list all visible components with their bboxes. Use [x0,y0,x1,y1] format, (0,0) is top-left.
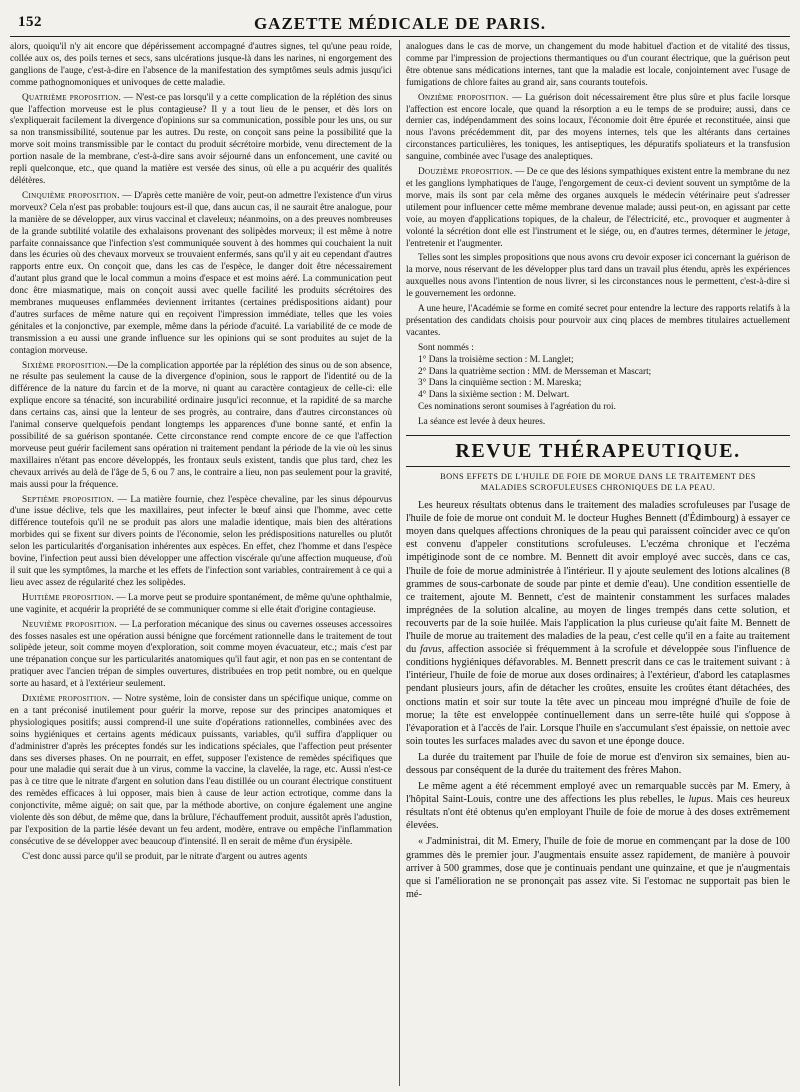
article-paragraph: Le même agent a été récemment employé avec un remarquable succès par M. Emery, à l'hôpital Saint-Louis, contre une des affections les plus rebelles, le lupus. Mais ces heureux résultats n'ont été obtenus qu'en employant l'huile de foie de morue à des doses extrêmement élevées. [406,781,790,832]
page-header [10,12,790,37]
page-number: 152 [18,14,42,30]
nominations-intro: Sont nommés : [418,342,474,353]
left-column [10,42,392,1086]
running-title: GAZETTE MÉDICALE DE PARIS. [253,14,547,33]
proposition-12: Douzième proposition. — De ce que des lésions sympathiques existent entre la membrane du nez et les ganglions lymphatiques de l'auge, l'engorgement de ceux-ci devient souvent un symptôme de la morve, mais ils sont par cela même des organes auxquels le médecin vétérinaire peut s'adresser utilement pour influencer cette même membrane devenue malade; aussi peut-on, en agissant par cette voie, au moyen d'applications topiques, de la chaleur, de l'électricité, etc., provoquer et augmenter à volonté la sécrétion dont elle est l'instrument et le siége, ou, en d'autres termes, déterminer le jetage, l'entretenir et l'augmenter. [406,167,790,249]
proposition-label: Onzième proposition. [418,92,509,103]
article-body [406,499,790,901]
nomination-item: 3° Dans la cinquième section : M. Mareska; [418,378,582,389]
nomination-item: 1° Dans la troisième section : M. Langlet; [418,354,574,365]
proposition-7: Septième proposition. — La matière fournie, chez l'espèce chevaline, par les sinus dépourvus d'une issue déclive, tels que les maxillaires, peut infecter le bœuf ainsi que l'homme, avec cette différence toutefois qu'il ne se produit pas alors une maladie identique, mais bien des altérations morbides qui se fixent sur divers points de l'économie, selon les prédispositions naturelles ou plutôt selon les particularités d'organisation inhérentes aux espèces. En effet, chez l'homme et dans l'espèce bovine, l'infection peut aussi bien développer une affection viscérale qu'une affection muqueuse, d'où il suit que les symptômes, la marche et les effets de l'infection sont variables, contrairement à ce qui a lieu avec assez de régularité chez les solipèdes. [10,494,392,588]
proposition-label: Sixième proposition. [22,360,109,371]
column-divider [399,40,400,1086]
italic-term: favus [420,644,442,656]
paragraph-last-left: C'est donc aussi parce qu'il se produit, par le nitrate d'argent ou autres agents [22,851,308,862]
proposition-label: Douzième proposition. [418,167,513,178]
proposition-label: Neuvième proposition. [22,619,118,630]
proposition-label: Quatrième proposition. [22,92,122,103]
article-paragraph: La durée du traitement par l'huile de foie de morue est d'environ six semaines, bien au-dessous par conséquent de la durée du traitement des frères Mahon. [406,751,790,776]
paragraph-continuation: analogues dans le cas de morve, un changement du mode habituel d'action et de vitalité des tissus, comme par l'impression de projections thermantiques ou d'un courant électrique, que la guérison peut être obtenue sans médications internes, tant que la maladie est locale, conjointement avec l'usage de fumigations de chlore faites au grand air, sans courants toutefois. [406,42,790,88]
proposition-5: Cinquième proposition. — D'après cette manière de voir, peut-on admettre l'existence d'un virus morveux? Cela n'est pas probable: toujours est-il que, dans aucun cas, il ne saurait être analogue, pour la manière de se développer, aux virus vaccinal et claveleux; néanmoins, on a des preuves nombreuses de la grande subtilité volatile des exhalaisons provenant des solipèdes morveux; il est même à notre parfaite connaissance que l'infection s'est communiquée souvent à des hommes qui couchaient la nuit dans les écuries où des chevaux morveux se trouvaient enfermés, sans qu'il y ait eu cependant d'autres rapports entre eux. On conçoit que, dans les cas de l'espèce, le danger doit être nécessairement d'autant plus grand que le local commun a moins d'espace et est moins aéré. La communication peut donc être miasmatique, mais on conçoit aussi avec quelle facilité les produits sécrétoires des membranes muqueuses enflammées deviennent irritantes (certaines prédispositions aidant) pour d'autres surfaces de même nature qui en reçoivent l'impression immédiate, telles que les voies génitales et la conjonctive, par exemple, même dans la période d'acuité. La variabilité de ce mode de transmission a eu aussi une grande influence sur les opinions qui se sont produites au sujet de la contagion morveuse. [10,190,392,356]
article-paragraph: « J'administrai, dit M. Emery, l'huile de foie de morue en commençant par la dose de 100 grammes dès le premier jour. J'augmentais ensuite assez rapidement, de manière à pouvoir arriver à 500 grammes, dose que je continuais pendant une quinzaine, et que je n'augmentais que si l'amélioration ne se prononçait pas assez vite. Si l'estomac ne supportait pas bien le mé- [406,836,790,900]
paragraph-session: A une heure, l'Académie se forme en comité secret pour entendre la lecture des rapports relatifs à la présentation des candidats choisis pour pourvoir aux cinq places de membres titulaires actuellement vacantes. [406,304,790,338]
nominations-list [406,343,790,414]
proposition-8: Huitième proposition. — La morve peut se produire spontanément, de même qu'une ophthalmie, une vaginite, et acquérir la propriété de se communiquer comme si elle était d'origine contagieuse. [10,592,392,615]
nominations-note: Ces nominations seront soumises à l'agréation du roi. [418,402,616,413]
proposition-9: Neuvième proposition. — La perforation mécanique des sinus ou cavernes osseuses accessoires des fosses nasales est une opération aussi bénigne que forcément rationnelle dans le traitement de tout solipède jeteur, soit comme moyen d'exploration, soit comme moyen évacuateur, etc.; mais c'est par une trépanation conçue sur les particularités anatomiques qu'il faut agir, et non pas en se contentant de pratiquer avec l'ancien trépan de simples ouvertures, distribuées en trop petit nombre, ou en quelque sorte au hasard, et à l'extérieur seulement. [10,619,392,690]
nomination-item: 4° Dans la sixième section : M. Delwart. [418,390,570,401]
proposition-4: Quatrième proposition. — N'est-ce pas lorsqu'il y a cette complication de la réplétion des sinus que l'affection morveuse est le plus contagieuse? Il y a tout lieu de le penser, et dès lors on s'expliquerait facilement la divergence d'opinions sur sa communication, possible pour les uns, ou sur sa non transmissibilité, soutenue par les autres. Du reste, on conçoit sans peine la possibilité que la morve soit moins transmissible par le contact du produit sécrétoire morbide, venu directement de la portion nasale de la membrane, c'est-à-dire sans avoir séjourné dans un enfoncement, une cavité ou repli quelconque, etc., que quand la matière est versée des sinus, où elle a pu acquérir des qualités délétères. [10,92,392,186]
proposition-6: Sixième proposition.—De la complication apportée par la réplétion des sinus ou de son absence, ne résulte pas seulement la cause de la divergence d'opinion, sous le rapport de l'identité ou de la différence de la nature du farcin et de la morve, ni quant au caractère contagieux de celle-ci: elle explique encore sa ténacité, son incurabilité ordinaire jusqu'ici reconnue, et la rapidité de sa marche dans certains cas, ainsi que la lenteur de ses progrès, au contraire, dans d'autres circonstances où l'animal conserve quelquefois pendant longtemps les apparences d'une bonne santé, et enfin la possibilité de sa guérison spontanée. Cette circonstance rend compte encore de ce que l'affection morveuse peut guérir facilement sans opération ni traitement pendant la période de la vie où les sinus maxillaires n'étant pas encore développés, les frontaux seuls existent, tandis que plus tard, chez les chevaux arrivés au delà de l'âge de 5, 6 ou 7 ans, le contraire a lieu, non pas seulement pour la gravité, mais aussi pour la fréquence. [10,360,392,490]
section-title-revue-therapeutique: REVUE THÉRAPEUTIQUE. [406,435,790,467]
proposition-label: Septième proposition. [22,494,115,505]
paragraph-intro: alors, quoiqu'il n'y ait encore que dépérissement accompagné d'autres signes, tel qu'une peau roide, collée aux os, des poils ternes et secs, sans ulcérations jusque-là dans les narines, ni engorgement des ganglions de l'auge, c'est-à-dire en l'absence de la manifestation des symptômes seuls admis jusqu'ici comme pathognomoniques et univoques de cette maladie. [10,42,392,88]
session-closed: La séance est levée à deux heures. [418,417,546,428]
italic-term: jetage [764,226,788,237]
proposition-label: Cinquième proposition. [22,190,120,201]
paragraph-conclusion: Telles sont les simples propositions que nous avons cru devoir exposer ici concernant la guérison de la morve, nous réservant de les développer plus tard dans un travail plus étendu, après les expériences auxquelles nous avons l'intention de nous livrer, si les circonstances nous le permettent, c'est-à-dire si le gouvernement les ordonne. [406,253,790,300]
proposition-11: Onzième proposition. — La guérison doit nécessairement être plus sûre et plus facile lorsque l'affection est encore locale, que quand la résorption a eu le temps de se produire; aussi, dans ce dernier cas, indépendamment des soins locaux, l'économie doit être épurée et reconstituée, ainsi que nous l'avons précédemment dit, par des moyens internes, tels que les altérants dans certaines circonstances particulières, les toniques, les antiseptiques, les dépuratifs spoliateurs et la transfusion sanguine, combinée avec l'usage des analeptiques. [406,92,790,163]
article-subtitle: BONS EFFETS DE L'HUILE DE FOIE DE MORUE DANS LE TRAITEMENT DES MALADIES SCROFULEUSES CHRONIQUES DE LA PEAU. [440,472,756,493]
proposition-label: Dixième proposition. [22,694,110,705]
italic-term: lupus [688,794,711,806]
article-paragraph: Les heureux résultats obtenus dans le traitement des maladies scrofuleuses par l'usage de l'huile de foie de morue ont conduit M. le docteur Hughes Bennett (d'Édimbourg) à essayer ce moyen dans quelques affections chroniques de la peau qui paraissent coïncider avec ce qu'on est convenu d'appeler constitutions scrofuleuses. L'eczéma chronique et l'eczéma impétiginode sont de ce nombre. M. Bennett dit avoir employé avec succès, dans ce cas, l'huile de foie de morue administrée à l'intérieur. Il y ajoute seulement des lotions alcalines (8 grammes de sous-carbonate de soude par pinte et demie d'eau). Une condition essentielle de ce traitement, ajoute M. Bennett, c'est de maintenir constamment les surfaces malades imprégnées de la solution alcaline, au moyen de linges trempés dans cette solution, et recouverts par de la soie huilée. Mais l'application la plus curieuse qu'ait faite M. Bennett de l'huile de morue au traitement des maladies de la peau, c'est celle qu'il en a faite au traitement du favus, affection associée si fréquemment à la scrofule et développée sous l'influence de conditions hygiéniques défavorables. M. Bennett prescrit dans ce cas le traitement suivant : à l'intérieur, l'huile de foie de morue aux doses ordinaires; à l'extérieur, d'abord les cataplasmes pendant plusieurs jours, afin de détacher les croûtes, ensuite les croûtes étant détachées, des onctions matin et soir sur toute la tête avec un pinceau mou imprégné d'huile de foie de morue; la tête est enveloppée continuellement dans un serre-tête huilé qui s'oppose à l'évaporation et à l'accès de l'air. Lorsque l'huile en s'accumulant s'est épaissie, on nettoie avec soin toutes les surfaces malades avec du savon et une éponge douce. [406,500,790,747]
proposition-10: Dixième proposition. — Notre système, loin de consister dans un spécifique unique, comme on en a tant préconisé inutilement pour guérir la morve, repose sur des principes anatomiques et physiologiques positifs; aussi comprend-il une suite d'opérations rationnelles, combinées avec des soins hygiéniques et certains agents médicaux puissants, variables, qu'il suffira d'appliquer ou d'administrer d'après les préceptes fondés sur les indications spéciales, que l'affection peut présenter dans ses diverses phases. On ne pourrait, en effet, supposer l'existence de remèdes spécifiques que pour une maladie qui serait due à un virus, comme la vaccine, la clavelée, la rage, etc. Aussi n'est-ce pas à ce titre que le nitrate d'argent en solution dans l'eau distillée ou un courant électrique constituent des remèdes efficaces à lui opposer, mais bien à cause de leur action ectrotique, comme dans la conjonctivite, même aiguë; on sait que, par la méthode abortive, on conjure également une angine violente dès son début, de même que, dans la brûlure, l'échauffement produit, aussitôt après l'adustion, par l'exposition de la partie lésée devant un feu ardent, modère, entrave ou empêche l'inflammation consécutive de se développer avec beaucoup d'intensité. Il en serait de même d'un érysipèle. [10,694,392,847]
proposition-label: Huitième proposition. [22,592,114,603]
right-column [406,42,790,1086]
nomination-item: 2° Dans la quatrième section : MM. de Mersseman et Mascart; [418,366,652,377]
